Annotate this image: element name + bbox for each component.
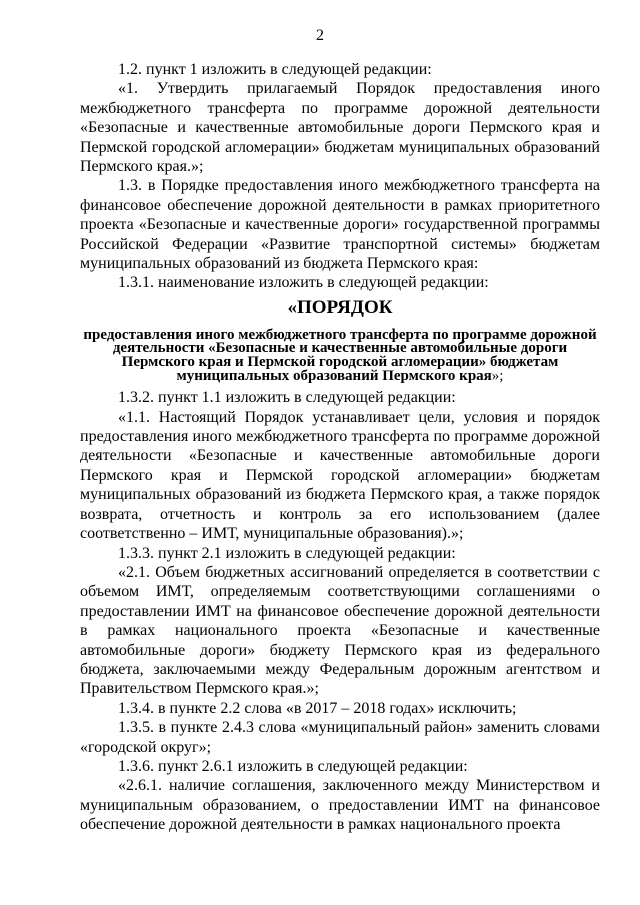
paragraph-1-3-2: 1.3.2. пункт 1.1 изложить в следующей редакции:: [118, 389, 456, 407]
paragraph-1-3: 1.3. в Порядке предоставления иного межбюджетного трансферта на финансовое обеспечение дорожной деятельности в рамках приоритетного проекта «Безопасные и качественные дороги» государственной программы Российской Федерации «Развитие транспортной системы» бюджетам муниципальных образований из бюджета Пермского края:: [80, 177, 600, 273]
paragraph-1-3-1: 1.3.1. наименование изложить в следующей редакции:: [118, 274, 489, 292]
paragraph-1-2: 1.2. пункт 1 изложить в следующей редакции:: [118, 61, 432, 78]
order-subheading-title: предоставления иного межбюджетного трансферта по программе дорожной деятельности «Безопасные и качественные автомобильные дороги Пермского края и Пермской городской агломерации» бюджетам муниципальных образований Пермского края: [83, 326, 597, 384]
paragraph-1-3-6: 1.3.6. пункт 2.6.1 изложить в следующей редакции:: [118, 757, 468, 775]
paragraph-1-3-3: 1.3.3. пункт 2.1 изложить в следующей редакции:: [118, 544, 456, 562]
paragraph-2-6-1-text: «2.6.1. наличие соглашения, заключенного между Министерством и муниципальным образованием, о предоставлении ИМТ на финансовое обеспечение дорожной деятельности в рамках национального проекта: [80, 777, 600, 834]
paragraph-1-1-text: «1.1. Настоящий Порядок устанавливает цели, условия и порядок предоставления иного межбюджетного трансферта по программе дорожной деятельности «Безопасные и качественные автомобильные дороги Пермского края и Пермской городской агломерации» бюджетам муниципальных образований из бюджета Пермского края, а также порядок возврата, отчетность и контроль за его использованием (далее соответственно – ИМТ, муниципальные образования).»;: [80, 408, 600, 543]
paragraph-2-1-text: «2.1. Объем бюджетных ассигнований определяется в соответствии с объемом ИМТ, определяемым соответствующими соглашениями о предоставлении ИМТ на финансовое обеспечение дорожной деятельности в рамках национального проекта «Безопасные и качественные автомобильные дороги» бюджету Пермского края из федерального бюджета, заключаемыми между Федеральным дорожным агентством и Правительством Пермского края.»;: [80, 563, 600, 698]
order-subheading: [80, 326, 600, 384]
paragraph-approve-order: «1. Утвердить прилагаемый Порядок предоставления иного межбюджетного трансферта по программе дорожной деятельности «Безопасные и качественные автомобильные дороги Пермского края и Пермской городской агломерации» бюджетам муниципальных образований Пермского края.»;: [80, 80, 600, 176]
paragraph-1-3-4: 1.3.4. в пункте 2.2 слова «в 2017 – 2018 годах» исключить;: [118, 699, 517, 717]
order-subheading-tail: »;: [491, 367, 504, 384]
order-heading: «ПОРЯДОК: [287, 296, 393, 318]
page-number: 2: [316, 27, 324, 44]
document-body: [80, 60, 600, 835]
paragraph-1-3-5: 1.3.5. в пункте 2.4.3 слова «муниципальный район» заменить словами «городской округ»;: [80, 719, 600, 756]
